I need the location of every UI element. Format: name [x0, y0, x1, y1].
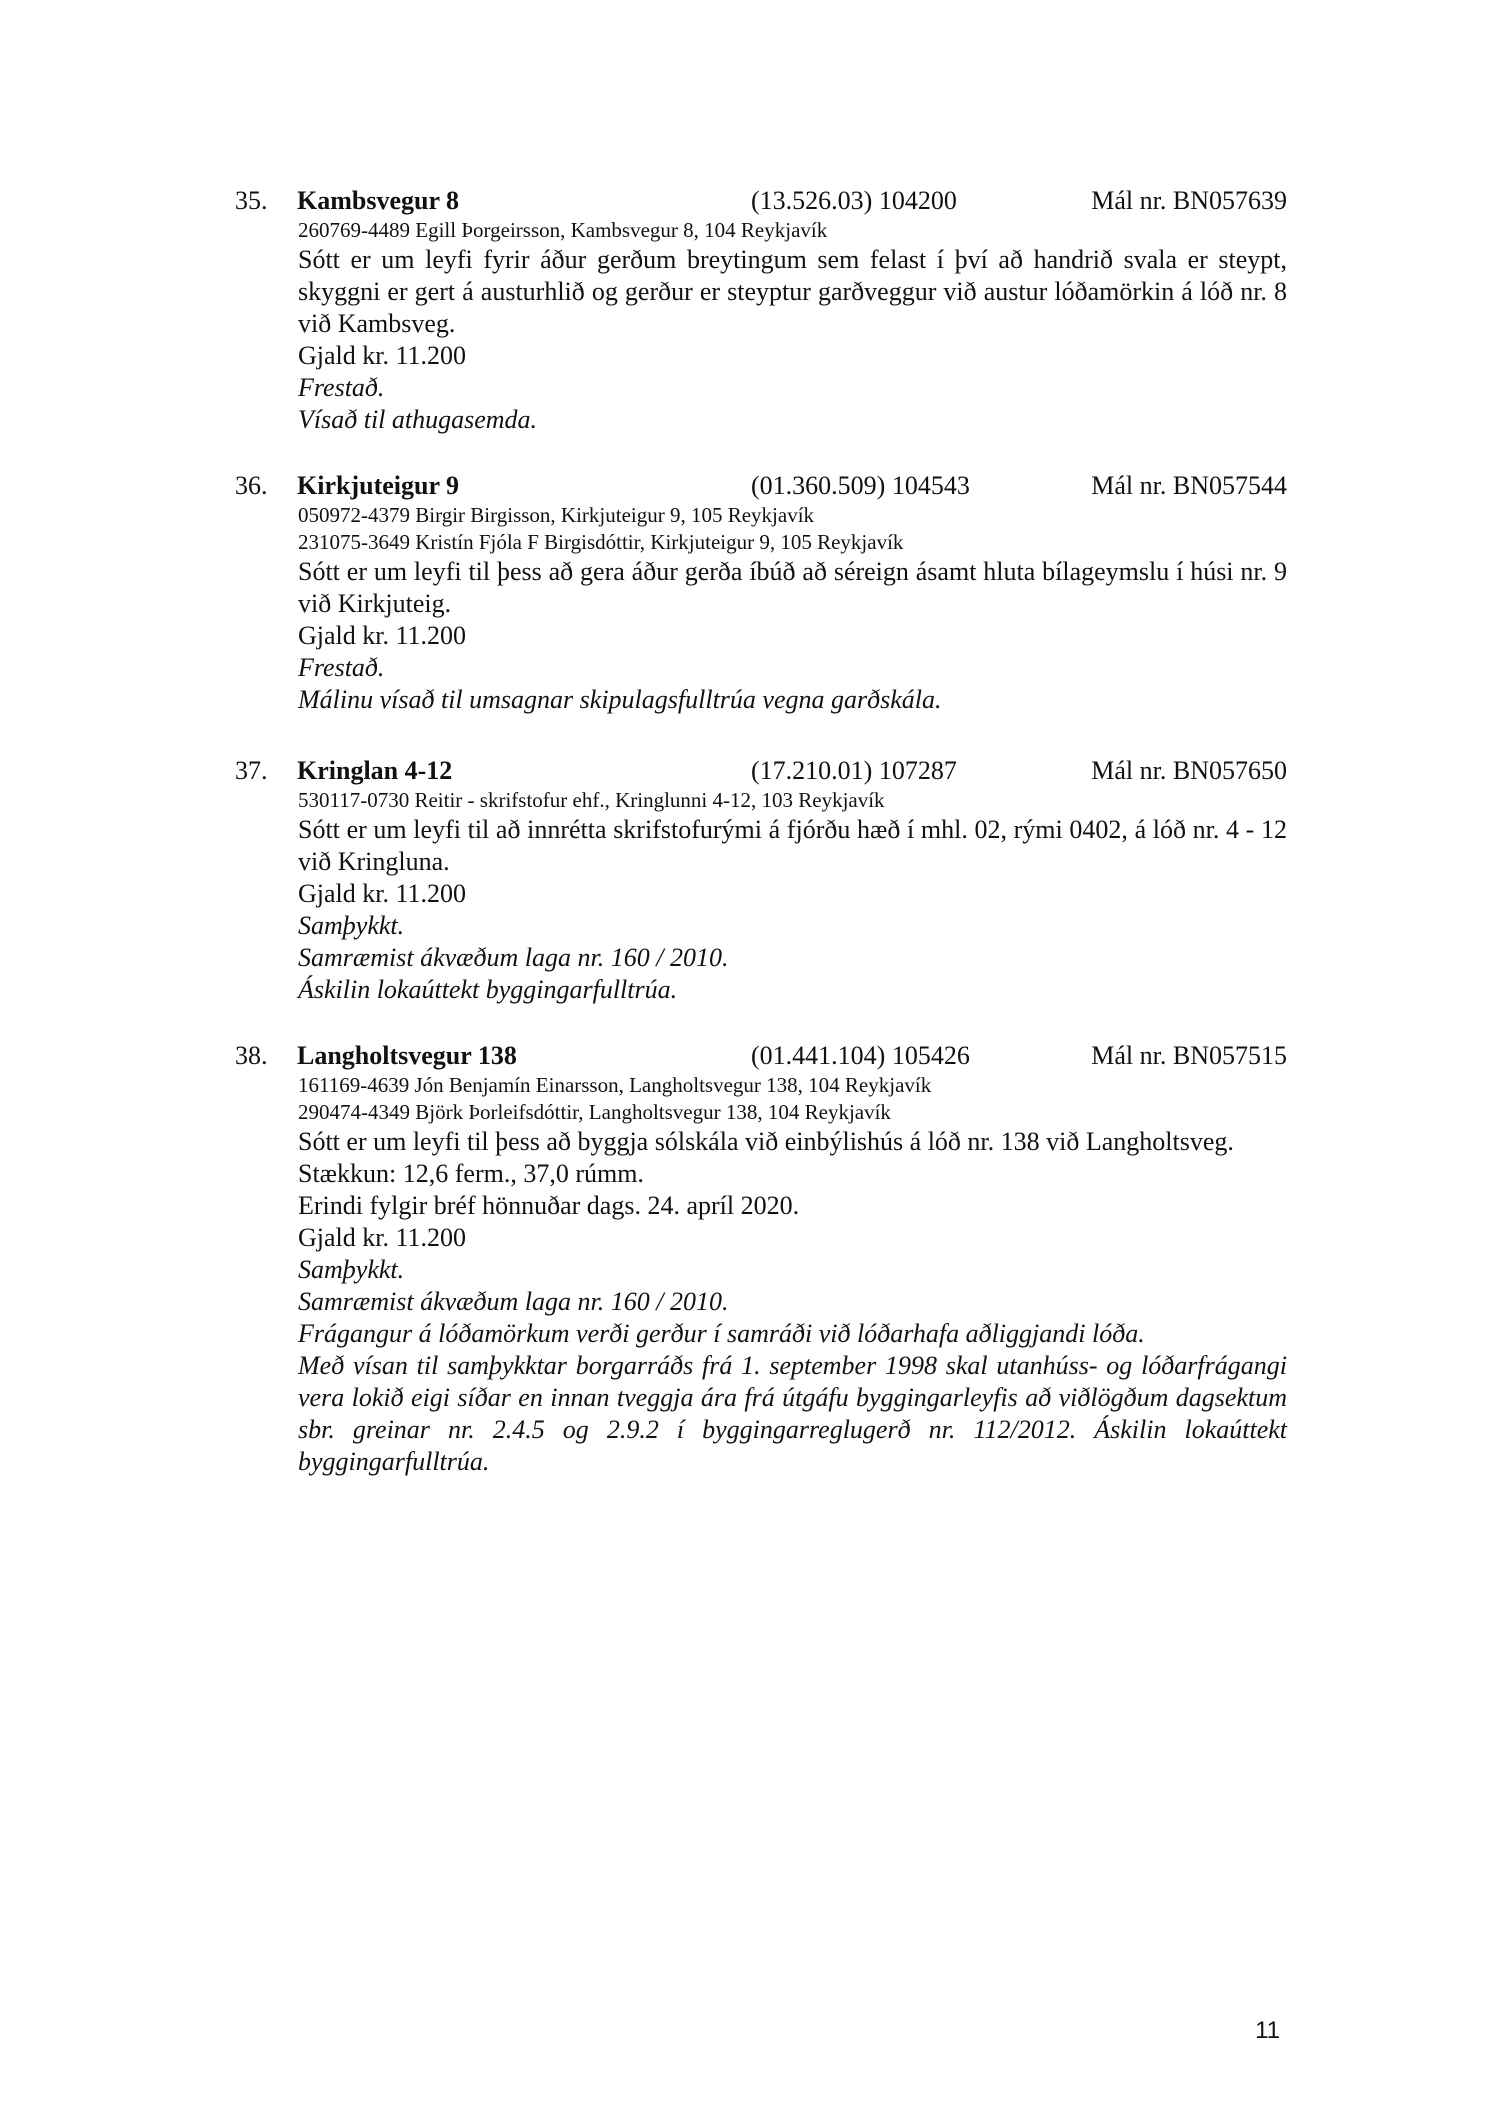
case-header [235, 1040, 1287, 1072]
applicant: 530117-0730 Reitir - skrifstofur ehf., Kringlunni 4-12, 103 Reykjavík [298, 788, 885, 812]
decision: Frágangur á lóðamörkum verði gerður í samráði við lóðarhafa aðliggjandi lóða. [298, 1319, 1145, 1348]
fee: Gjald kr. 11.200 [298, 341, 467, 370]
applicant: 290474-4349 Björk Þorleifsdóttir, Langholtsvegur 138, 104 Reykjavík [298, 1100, 891, 1124]
decision: Frestað. [298, 653, 385, 682]
fee: Gjald kr. 11.200 [298, 621, 467, 650]
decision: Áskilin lokaúttekt byggingarfulltrúa. [298, 975, 678, 1004]
land-id: (13.526.03) 104200 [751, 186, 957, 215]
property-address: Kambsvegur 8 [297, 186, 460, 215]
decision: Málinu vísað til umsagnar skipulagsfulltrúa vegna garðskála. [298, 685, 942, 714]
applicant: 231075-3649 Kristín Fjóla F Birgisdóttir, Kirkjuteigur 9, 105 Reykjavík [298, 530, 904, 554]
case-item-37 [235, 755, 1287, 1006]
property-address: Kirkjuteigur 9 [297, 471, 460, 500]
case-number: Mál nr. BN057639 [1091, 186, 1287, 215]
item-number: 35. [235, 186, 268, 215]
fee: Gjald kr. 11.200 [298, 879, 467, 908]
item-number: 38. [235, 1041, 268, 1070]
property-address: Kringlan 4-12 [297, 756, 453, 785]
decision: Samþykkt. [298, 911, 405, 940]
decision: Samræmist ákvæðum laga nr. 160 / 2010. [298, 943, 729, 972]
extra-info: Stækkun: 12,6 ferm., 37,0 rúmm. [298, 1159, 644, 1188]
extra-info: Erindi fylgir bréf hönnuðar dags. 24. apríl 2020. [298, 1191, 800, 1220]
decision: Frestað. [298, 373, 385, 402]
case-item-36 [235, 470, 1287, 716]
case-number: Mál nr. BN057544 [1091, 471, 1287, 500]
case-header [235, 470, 1287, 502]
item-number: 36. [235, 471, 268, 500]
property-address: Langholtsvegur 138 [297, 1041, 517, 1070]
case-description: Sótt er um leyfi til þess að byggja sólskála við einbýlishús á lóð nr. 138 við Langholtsveg. [298, 1127, 1234, 1156]
land-id: (17.210.01) 107287 [751, 756, 957, 785]
case-header [235, 755, 1287, 787]
decision: Samþykkt. [298, 1255, 405, 1284]
case-header [235, 185, 1287, 217]
fee: Gjald kr. 11.200 [298, 1223, 467, 1252]
case-description: Sótt er um leyfi til að innrétta skrifstofurými á fjórðu hæð í mhl. 02, rými 0402, á lóð nr. 4 - 12 við Kringluna. [298, 815, 1287, 876]
decision: Með vísan til samþykktar borgarráðs frá 1. september 1998 skal utanhúss- og lóðarfrágangi vera lokið eigi síðar en innan tveggja ára frá útgáfu byggingarleyfis að viðlögðum dagsektum sbr. greinar nr. 2.4.5 og 2.9.2 í byggingarreglugerð nr. 112/2012. Áskilin lokaúttekt byggingarfulltrúa. [298, 1351, 1287, 1476]
applicant: 260769-4489 Egill Þorgeirsson, Kambsvegur 8, 104 Reykjavík [298, 218, 828, 242]
applicant: 161169-4639 Jón Benjamín Einarsson, Langholtsvegur 138, 104 Reykjavík [298, 1073, 932, 1097]
case-description: Sótt er um leyfi til þess að gera áður gerða íbúð að séreign ásamt hluta bílageymslu í húsi nr. 9 við Kirkjuteig. [298, 557, 1287, 618]
decision: Vísað til athugasemda. [298, 405, 538, 434]
page-number: 11 [1255, 2017, 1280, 2044]
case-item-35 [235, 185, 1287, 436]
case-item-38 [235, 1040, 1287, 1478]
applicant: 050972-4379 Birgir Birgisson, Kirkjuteigur 9, 105 Reykjavík [298, 503, 815, 527]
case-number: Mál nr. BN057650 [1091, 756, 1287, 785]
land-id: (01.441.104) 105426 [751, 1041, 970, 1070]
item-number: 37. [235, 756, 268, 785]
land-id: (01.360.509) 104543 [751, 471, 970, 500]
case-number: Mál nr. BN057515 [1091, 1041, 1287, 1070]
decision: Samræmist ákvæðum laga nr. 160 / 2010. [298, 1287, 729, 1316]
case-description: Sótt er um leyfi fyrir áður gerðum breytingum sem felast í því að handrið svala er steypt, skyggni er gert á austurhlið og gerður er steyptur garðveggur við austur lóðamörkin á lóð nr. 8 við Kambsveg. [298, 245, 1287, 338]
